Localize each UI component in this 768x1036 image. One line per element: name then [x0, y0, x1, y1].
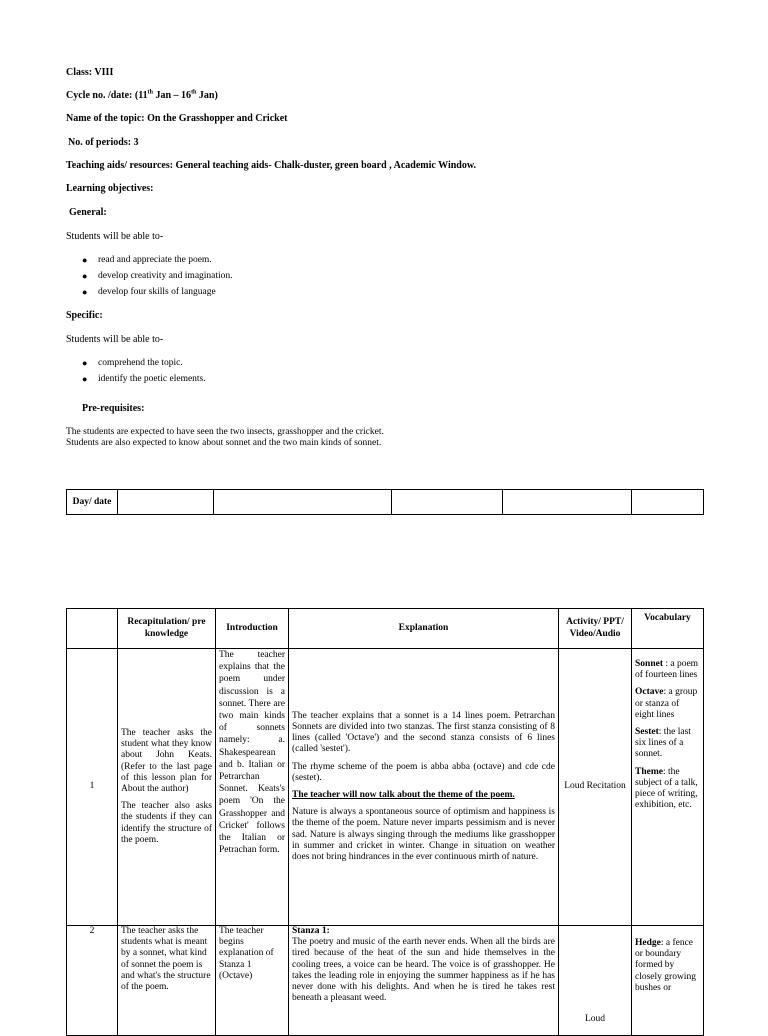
explanation-paragraph: The rhyme scheme of the poem is abba abba (octave) and cde cde (sestet). [292, 761, 555, 783]
day-date-cell [632, 490, 704, 515]
bullet-icon: ● [82, 271, 88, 281]
specific-item: comprehend the topic. [98, 358, 183, 368]
day-date-cell [503, 490, 632, 515]
cycle-superscript-1: th [147, 89, 153, 96]
header-introduction: Introduction [216, 609, 289, 649]
header-vocabulary: Vocabulary [632, 609, 704, 649]
specific-intro: Students will be able to- [66, 334, 164, 345]
recap-cell [118, 649, 216, 926]
vocab-term: Theme [635, 766, 663, 777]
prerequisite-line: Students are also expected to know about sonnet and the two main kinds of sonnet. [66, 438, 382, 448]
cycle-text-end: Jan) [196, 90, 218, 101]
day-date-label: Day/ date [67, 490, 118, 515]
vocab-definition: : a fence or boundary formed by closely growing bushes or [635, 938, 696, 993]
day-date-cell [392, 490, 503, 515]
vocab-term: Sestet [635, 727, 659, 738]
vocabulary-cell [632, 649, 704, 926]
vocab-entry [635, 727, 700, 761]
vocab-term: Sonnet [635, 659, 663, 669]
vocab-definition: : a poem of fourteen lines [635, 659, 699, 681]
cycle-text-middle: Jan – 16 [153, 90, 192, 101]
row-number: 1 [67, 649, 118, 926]
activity-cell: Loud Recitation [559, 649, 632, 926]
explanation-paragraph: Nature is always a spontaneous source of optimism and happiness is the theme of the poem. Nature never imparts pessimism and is never sad. Nature is always singing through the mediums like grasshopper in summer and cricket in winter. Change in situation on weather does not bring hindrances in the ever continuous mirth of nature. [292, 807, 555, 863]
introduction-cell: The teacher begins explanation of Stanza 1 (Octave) [216, 926, 289, 1036]
teaching-aids-line: Teaching aids/ resources: General teaching aids- Chalk-duster, green board , Academic Window. [66, 160, 477, 171]
vocab-definition: : a group or stanza of eight lines [635, 687, 698, 720]
vocab-entry [635, 687, 700, 721]
stanza-explanation: The poetry and music of the earth never ends. When all the birds are tired because of the heat of the sun and hide themselves in the cooling trees, a voice can be heard. The voice is of grasshopper. He takes the leading role in enjoying the summer happiness as if he has never done with his delights. And when he is tired he takes rest beneath a pleasant weed. [292, 937, 555, 1004]
recap-paragraph: The teacher also asks the students if they can identify the structure of the poem. [121, 801, 212, 845]
bullet-icon: ● [82, 255, 88, 265]
cycle-text-start: Cycle no. /date: (11 [66, 90, 148, 101]
vocabulary-cell [632, 926, 704, 1036]
bullet-icon: ● [82, 287, 88, 297]
table-row [67, 926, 704, 1036]
row-number: 2 [67, 926, 118, 1036]
header-explanation: Explanation [289, 609, 559, 649]
recap-cell: The teacher asks the students what is meant by a sonnet, what kind of sonnet the poem is and what's the structure of the poem. [118, 926, 216, 1036]
explanation-cell [289, 649, 559, 926]
bullet-icon: ● [82, 358, 88, 368]
vocab-entry [635, 659, 700, 681]
bullet-icon: ● [82, 374, 88, 384]
prerequisite-line: The students are expected to have seen the two insects, grasshopper and the cricket. [66, 427, 384, 437]
header-activity: Activity/ PPT/ Video/Audio [559, 609, 632, 649]
header-recap: Recapitulation/ pre knowledge [118, 609, 216, 649]
cycle-line [66, 90, 218, 102]
vocab-definition: : the last six lines of a sonnet. [635, 727, 691, 760]
vocab-entry [635, 767, 700, 812]
general-intro: Students will be able to- [66, 231, 164, 242]
activity-cell: Loud [559, 926, 632, 1036]
table-header-row [67, 609, 704, 649]
table-row [67, 649, 704, 926]
explanation-paragraph: The teacher explains that a sonnet is a 14 lines poem. Petrarchan Sonnets are divided into two stanzas. The first stanza consisting of 8 lines (called 'Octave') and the second stanza consists of 6 lines (called 'sestet'). [292, 710, 555, 755]
vocab-term: Hedge [635, 938, 661, 948]
day-date-cell [118, 490, 214, 515]
topic-line: Name of the topic: On the Grasshopper and Cricket [66, 113, 288, 124]
general-item: develop creativity and imagination. [98, 271, 233, 281]
stanza-heading: Stanza 1: [292, 926, 330, 936]
specific-item: identify the poetic elements. [98, 374, 206, 384]
cycle-superscript-2: th [191, 89, 197, 96]
class-line: Class: VIII [66, 67, 114, 78]
specific-heading: Specific: [66, 310, 103, 321]
header-blank-cell [67, 609, 118, 649]
general-item: read and appreciate the poem. [98, 255, 212, 265]
learning-objectives-heading: Learning objectives: [66, 183, 154, 194]
day-date-cell [214, 490, 392, 515]
vocab-definition: : the subject of a talk, piece of writing, exhibition, etc. [635, 766, 698, 811]
general-item: develop four skills of language [98, 287, 216, 297]
explanation-cell [289, 926, 559, 1036]
prerequisites-text [66, 427, 384, 449]
vocab-term: Octave [635, 687, 664, 698]
introduction-cell: The teacher explains that the poem under discussion is a sonnet. There are two main kinds of sonnets namely: a. Shakespearean and b. Italian or Petrarchan Sonnet. Keats's poem 'On the Grasshopper and Cricket' follows the Italian or Petrachan form. [216, 649, 289, 926]
lesson-plan-table [66, 608, 704, 1036]
recap-paragraph: The teacher asks the student what they know about John Keats. (Refer to the last page of this lesson plan for About the author) [121, 727, 212, 794]
explanation-theme-heading: The teacher will now talk about the theme of the poem. [292, 790, 515, 800]
day-date-table [66, 489, 704, 515]
general-heading: General: [69, 207, 107, 218]
prerequisites-heading: Pre-requisites: [82, 403, 145, 414]
periods-line: No. of periods: 3 [68, 137, 139, 148]
